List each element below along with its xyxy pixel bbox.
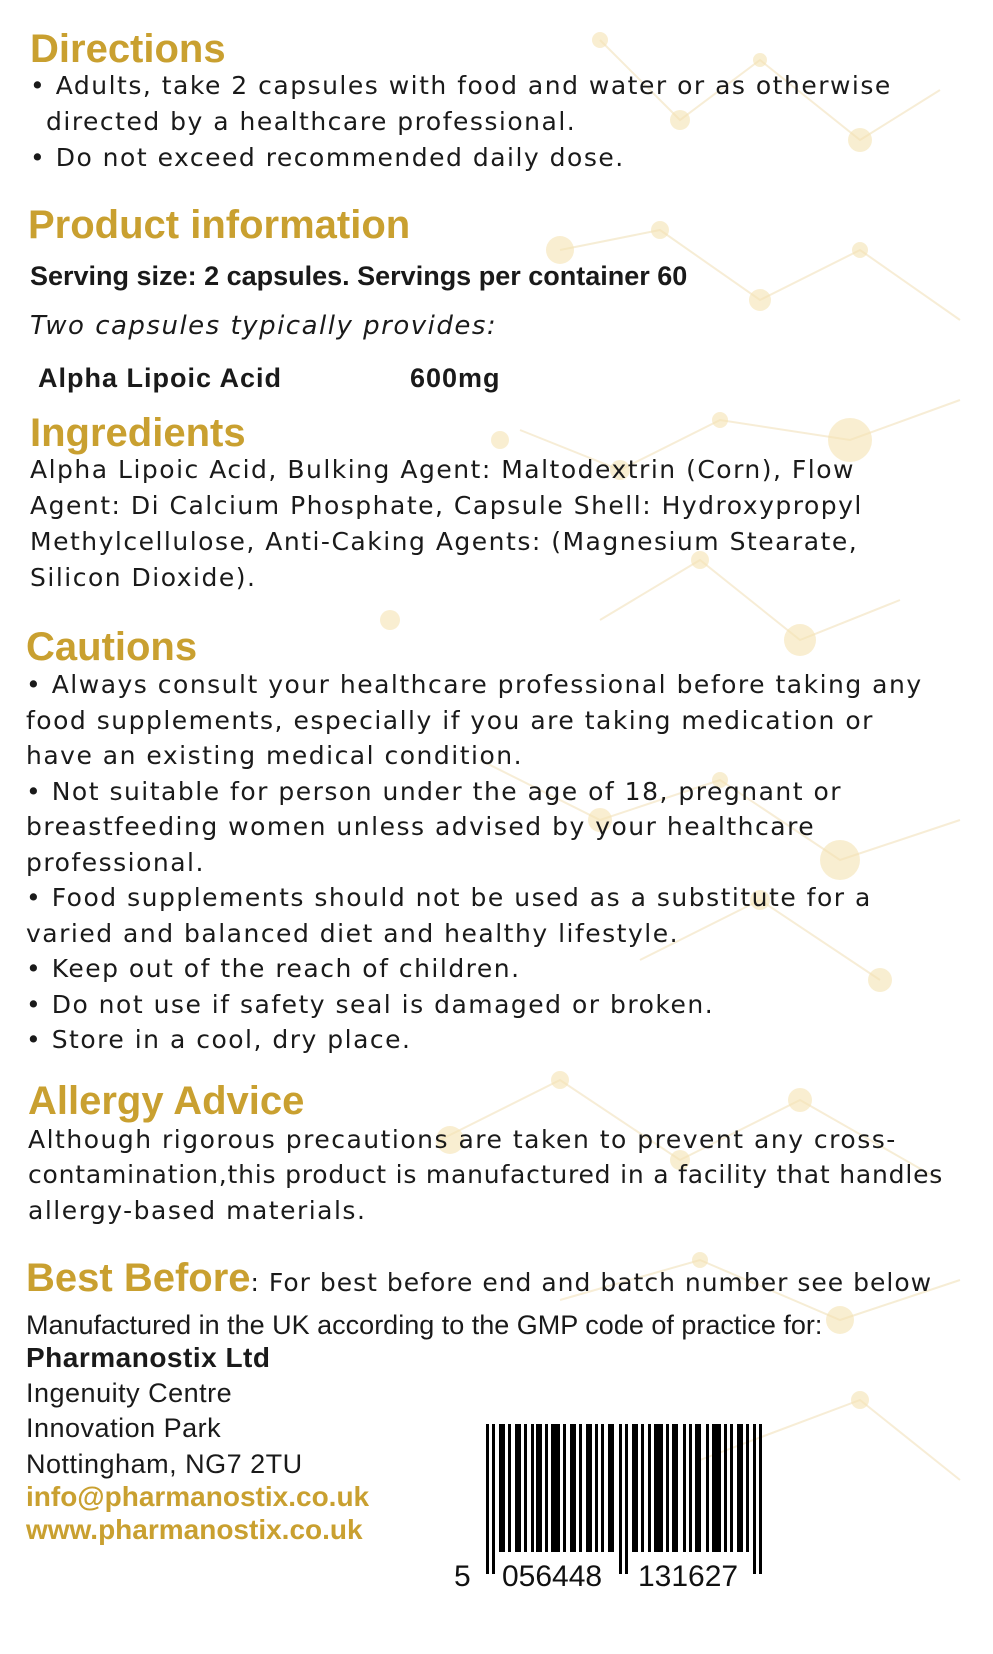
best-before-text: : For best before end and batch number see below bbox=[250, 1268, 933, 1297]
barcode-right-digits: 131627 bbox=[638, 1560, 739, 1593]
cautions-line-1: • Always consult your healthcare professional before taking any bbox=[26, 670, 923, 699]
product-info-heading: Product information bbox=[28, 203, 411, 247]
cautions-line-4: • Not suitable for person under the age of 18, pregnant or bbox=[26, 777, 843, 806]
barcode-first-digit: 5 bbox=[454, 1560, 471, 1593]
provides-statement: Two capsules typically provides: bbox=[30, 311, 498, 341]
allergy-line-3: allergy-based materials. bbox=[28, 1196, 367, 1225]
allergy-line-1: Although rigorous precautions are taken to prevent any cross- bbox=[28, 1125, 897, 1154]
manufacturer-statement: Manufactured in the UK according to the GMP code of practice for: bbox=[26, 1310, 823, 1340]
ingredients-line-2: Agent: Di Calcium Phosphate, Capsule Shell: Hydroxypropyl bbox=[30, 491, 863, 520]
cautions-line-3: have an existing medical condition. bbox=[26, 741, 524, 770]
serving-size: Serving size: 2 capsules. Servings per container 60 bbox=[30, 261, 688, 291]
address-line-3: Nottingham, NG7 2TU bbox=[26, 1449, 303, 1479]
company-name: Pharmanostix Ltd bbox=[26, 1342, 271, 1373]
ingredients-line-3: Methylcellulose, Anti-Caking Agents: (Magnesium Stearate, bbox=[30, 527, 859, 556]
directions-line-1: • Adults, take 2 capsules with food and water or as otherwise bbox=[30, 71, 892, 100]
nutrient-amount: 600mg bbox=[410, 363, 501, 393]
cautions-line-6: professional. bbox=[26, 848, 205, 877]
address-line-1: Ingenuity Centre bbox=[26, 1378, 233, 1408]
website-link[interactable]: www.pharmanostix.co.uk bbox=[26, 1514, 363, 1545]
best-before-row bbox=[26, 1255, 932, 1301]
directions-heading: Directions bbox=[30, 27, 226, 71]
cautions-line-7: • Food supplements should not be used as a substitute for a bbox=[26, 883, 872, 912]
directions-line-3: • Do not exceed recommended daily dose. bbox=[30, 143, 625, 172]
cautions-line-11: • Store in a cool, dry place. bbox=[26, 1025, 412, 1054]
allergy-line-2: contamination,this product is manufactured in a facility that handles bbox=[28, 1160, 944, 1189]
barcode-left-digits: 056448 bbox=[502, 1560, 603, 1593]
nutrient-name: Alpha Lipoic Acid bbox=[38, 363, 283, 393]
best-before-heading: Best Before bbox=[26, 1256, 251, 1300]
cautions-line-8: varied and balanced diet and healthy lifestyle. bbox=[26, 919, 680, 948]
email-link[interactable]: info@pharmanostix.co.uk bbox=[26, 1481, 370, 1512]
cautions-line-9: • Keep out of the reach of children. bbox=[26, 954, 521, 983]
cautions-line-2: food supplements, especially if you are taking medication or bbox=[26, 706, 874, 735]
cautions-line-10: • Do not use if safety seal is damaged or broken. bbox=[26, 990, 715, 1019]
ingredients-line-1: Alpha Lipoic Acid, Bulking Agent: Maltodextrin (Corn), Flow bbox=[30, 455, 855, 484]
cautions-line-5: breastfeeding women unless advised by your healthcare bbox=[26, 812, 816, 841]
cautions-heading: Cautions bbox=[26, 625, 198, 669]
directions-line-2: directed by a healthcare professional. bbox=[46, 107, 577, 136]
address-line-2: Innovation Park bbox=[26, 1413, 222, 1443]
ingredients-line-4: Silicon Dioxide). bbox=[30, 563, 257, 592]
ingredients-heading: Ingredients bbox=[30, 411, 246, 455]
allergy-heading: Allergy Advice bbox=[28, 1079, 305, 1123]
